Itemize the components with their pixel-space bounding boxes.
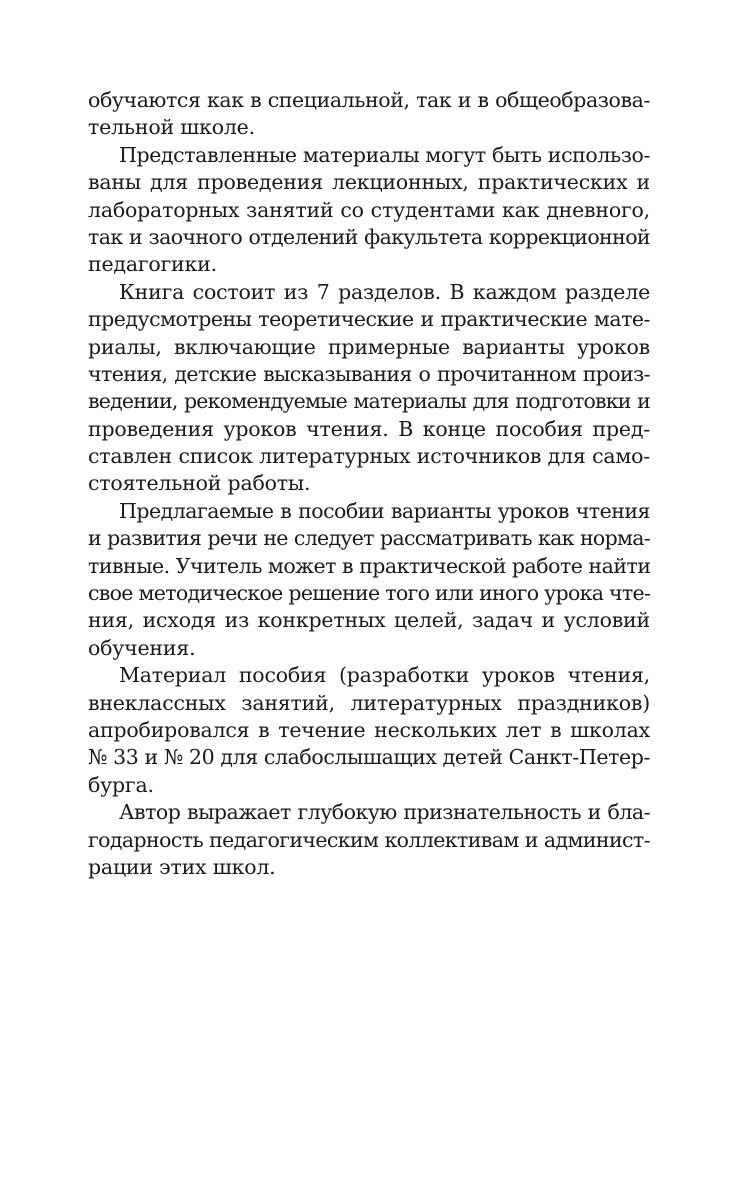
paragraph-5 xyxy=(88,662,650,799)
text-line: так и заочного отделений факультета коррекционной xyxy=(88,224,650,249)
text-line: ставлен список литературных источников для само- xyxy=(88,444,650,469)
text-line: предусмотрены теоретические и практические мате- xyxy=(88,307,650,332)
text-line: обучаются как в специальной, так и в общеобразова- xyxy=(88,88,650,112)
text-line: тивные. Учитель может в практической работе найти xyxy=(88,553,651,578)
text-line: свое методическое решение того или иного урока чте- xyxy=(88,581,651,606)
paragraph-6 xyxy=(88,799,650,881)
text-line: стоятельной работы. xyxy=(88,471,311,496)
paragraph-3 xyxy=(88,279,650,498)
text-line: апробировался в течение нескольких лет в школах xyxy=(88,717,650,742)
text-line: лабораторных занятий со студентами как дневного, xyxy=(88,197,650,222)
text-line: бурга. xyxy=(88,772,154,797)
text-line: педагогики. xyxy=(88,252,217,277)
text-line: Материал пособия (разработки уроков чтения, xyxy=(119,663,650,688)
text-line: Книга состоит из 7 разделов. В каждом разделе xyxy=(119,279,650,304)
text-line: № 33 и № 20 для слабослышащих детей Санкт-Петер- xyxy=(88,745,651,770)
text-line: ваны для проведения лекционных, практических и xyxy=(88,170,650,195)
paragraph-4 xyxy=(88,498,650,662)
page-body xyxy=(88,87,650,881)
text-line: риалы, включающие примерные варианты уроков xyxy=(88,334,650,359)
text-line: Представленные материалы могут быть использо- xyxy=(119,142,650,167)
text-line: внеклассных занятий, литературных праздников) xyxy=(88,690,650,715)
paragraph-2 xyxy=(88,142,650,279)
text-line: Автор выражает глубокую признательность и бла- xyxy=(119,800,650,825)
text-line: годарность педагогическим коллективам и админист- xyxy=(88,827,650,852)
text-line: обучения. xyxy=(88,635,196,660)
text-line: рации этих школ. xyxy=(88,854,276,879)
text-line: ведении, рекомендуемые материалы для подготовки и xyxy=(88,389,650,414)
text-line: тельной школе. xyxy=(88,115,255,140)
text-line: Предлагаемые в пособии варианты уроков чтения xyxy=(119,498,650,523)
text-line: и развития речи не следует рассматривать как норма- xyxy=(88,526,650,551)
text-line: чтения, детские высказывания о прочитанном произ- xyxy=(88,361,650,386)
text-line: ния, исходя из конкретных целей, задач и условий xyxy=(88,608,650,633)
paragraph-1 xyxy=(88,87,650,142)
text-line: проведения уроков чтения. В конце пособия пред- xyxy=(88,416,650,441)
